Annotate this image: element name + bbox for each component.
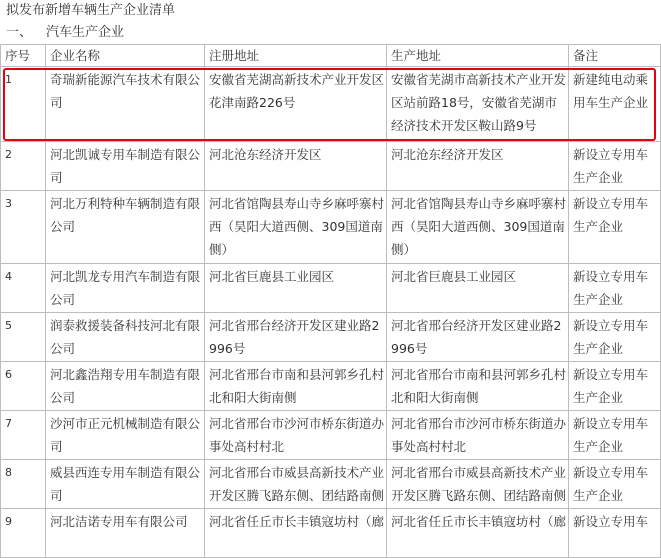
table-row xyxy=(1,67,661,142)
cell-seq: 6 xyxy=(1,362,46,411)
cell-reg-addr: 安徽省芜湖高新技术产业开发区花津南路226号 xyxy=(205,67,387,142)
cell-reg-addr: 河北沧东经济开发区 xyxy=(205,142,387,191)
header-reg-addr: 注册地址 xyxy=(205,45,387,67)
cell-note: 新设立专用车生产企业 xyxy=(569,411,661,460)
cell-name: 润泰救援装备科技河北有限公司 xyxy=(46,313,205,362)
table-row xyxy=(1,509,661,558)
cell-note: 新建纯电动乘用车生产企业 xyxy=(569,67,661,142)
cell-prod-addr: 河北省邢台市南和县河郭乡孔村北和阳大街南侧 xyxy=(387,362,569,411)
cell-reg-addr: 河北省邢台市沙河市桥东街道办事处高村村北 xyxy=(205,411,387,460)
cell-prod-addr: 河北省邢台市沙河市桥东街道办事处高村村北 xyxy=(387,411,569,460)
cell-name: 奇瑞新能源汽车技术有限公司 xyxy=(46,67,205,142)
cell-seq: 1 xyxy=(1,67,46,142)
document-title: 拟发布新增车辆生产企业清单 xyxy=(6,3,176,18)
table-row xyxy=(1,411,661,460)
cell-prod-addr: 安徽省芜湖市高新技术产业开发区站前路18号，安徽省芜湖市经济技术开发区鞍山路9号 xyxy=(387,67,569,142)
cell-prod-addr: 河北省邢台经济开发区建业路2996号 xyxy=(387,313,569,362)
cell-seq: 4 xyxy=(1,264,46,313)
header-seq: 序号 xyxy=(1,45,46,67)
cell-name: 河北凯诚专用车制造有限公司 xyxy=(46,142,205,191)
table-row xyxy=(1,362,661,411)
cell-note: 新设立专用车生产企业 xyxy=(569,313,661,362)
cell-prod-addr: 河北省馆陶县寿山寺乡麻呼寨村西（昊阳大道西侧、309国道南侧） xyxy=(387,191,569,264)
cell-prod-addr: 河北省巨鹿县工业园区 xyxy=(387,264,569,313)
cell-note: 新设立专用车生产企业 xyxy=(569,362,661,411)
section-number: 一、 xyxy=(6,25,33,40)
table-row xyxy=(1,313,661,362)
cell-prod-addr: 河北沧东经济开发区 xyxy=(387,142,569,191)
section-heading xyxy=(6,24,124,42)
cell-seq: 2 xyxy=(1,142,46,191)
cell-reg-addr: 河北省邢台市南和县河郭乡孔村北和阳大街南侧 xyxy=(205,362,387,411)
cell-seq: 8 xyxy=(1,460,46,509)
cell-seq: 7 xyxy=(1,411,46,460)
header-note: 备注 xyxy=(569,45,661,67)
cell-reg-addr: 河北省邢台经济开发区建业路2996号 xyxy=(205,313,387,362)
cell-reg-addr: 河北省馆陶县寿山寺乡麻呼寨村西（昊阳大道西侧、309国道南侧） xyxy=(205,191,387,264)
cell-seq: 9 xyxy=(1,509,46,558)
cell-name: 河北万利特种车辆制造有限公司 xyxy=(46,191,205,264)
cell-reg-addr: 河北省巨鹿县工业园区 xyxy=(205,264,387,313)
table-header-row xyxy=(1,45,661,67)
cell-seq: 5 xyxy=(1,313,46,362)
cell-note: 新设立专用车生产企业 xyxy=(569,142,661,191)
cell-seq: 3 xyxy=(1,191,46,264)
cell-reg-addr: 河北省邢台市威县高新技术产业开发区腾飞路东侧、团结路南侧 xyxy=(205,460,387,509)
table-row xyxy=(1,191,661,264)
header-prod-addr: 生产地址 xyxy=(387,45,569,67)
cell-note: 新设立专用车生产企业 xyxy=(569,264,661,313)
cell-name: 威县西连专用车制造有限公司 xyxy=(46,460,205,509)
cell-name: 河北凯龙专用汽车制造有限公司 xyxy=(46,264,205,313)
table-row xyxy=(1,142,661,191)
enterprise-table xyxy=(0,44,661,558)
header-name: 企业名称 xyxy=(46,45,205,67)
cell-prod-addr: 河北省任丘市长丰镇寇坊村（廊 xyxy=(387,509,569,558)
cell-name: 河北鑫浩翔专用车制造有限公司 xyxy=(46,362,205,411)
cell-name: 河北洁诺专用车有限公司 xyxy=(46,509,205,558)
section-title-text: 汽车生产企业 xyxy=(46,25,125,40)
cell-prod-addr: 河北省邢台市威县高新技术产业开发区腾飞路东侧、团结路南侧 xyxy=(387,460,569,509)
cell-reg-addr: 河北省任丘市长丰镇寇坊村（廊 xyxy=(205,509,387,558)
table-row xyxy=(1,264,661,313)
cell-note: 新设立专用车生产企业 xyxy=(569,191,661,264)
cell-note: 新设立专用车生产企业 xyxy=(569,460,661,509)
cell-name: 沙河市正元机械制造有限公司 xyxy=(46,411,205,460)
table-row xyxy=(1,460,661,509)
cell-note: 新设立专用车 xyxy=(569,509,661,558)
